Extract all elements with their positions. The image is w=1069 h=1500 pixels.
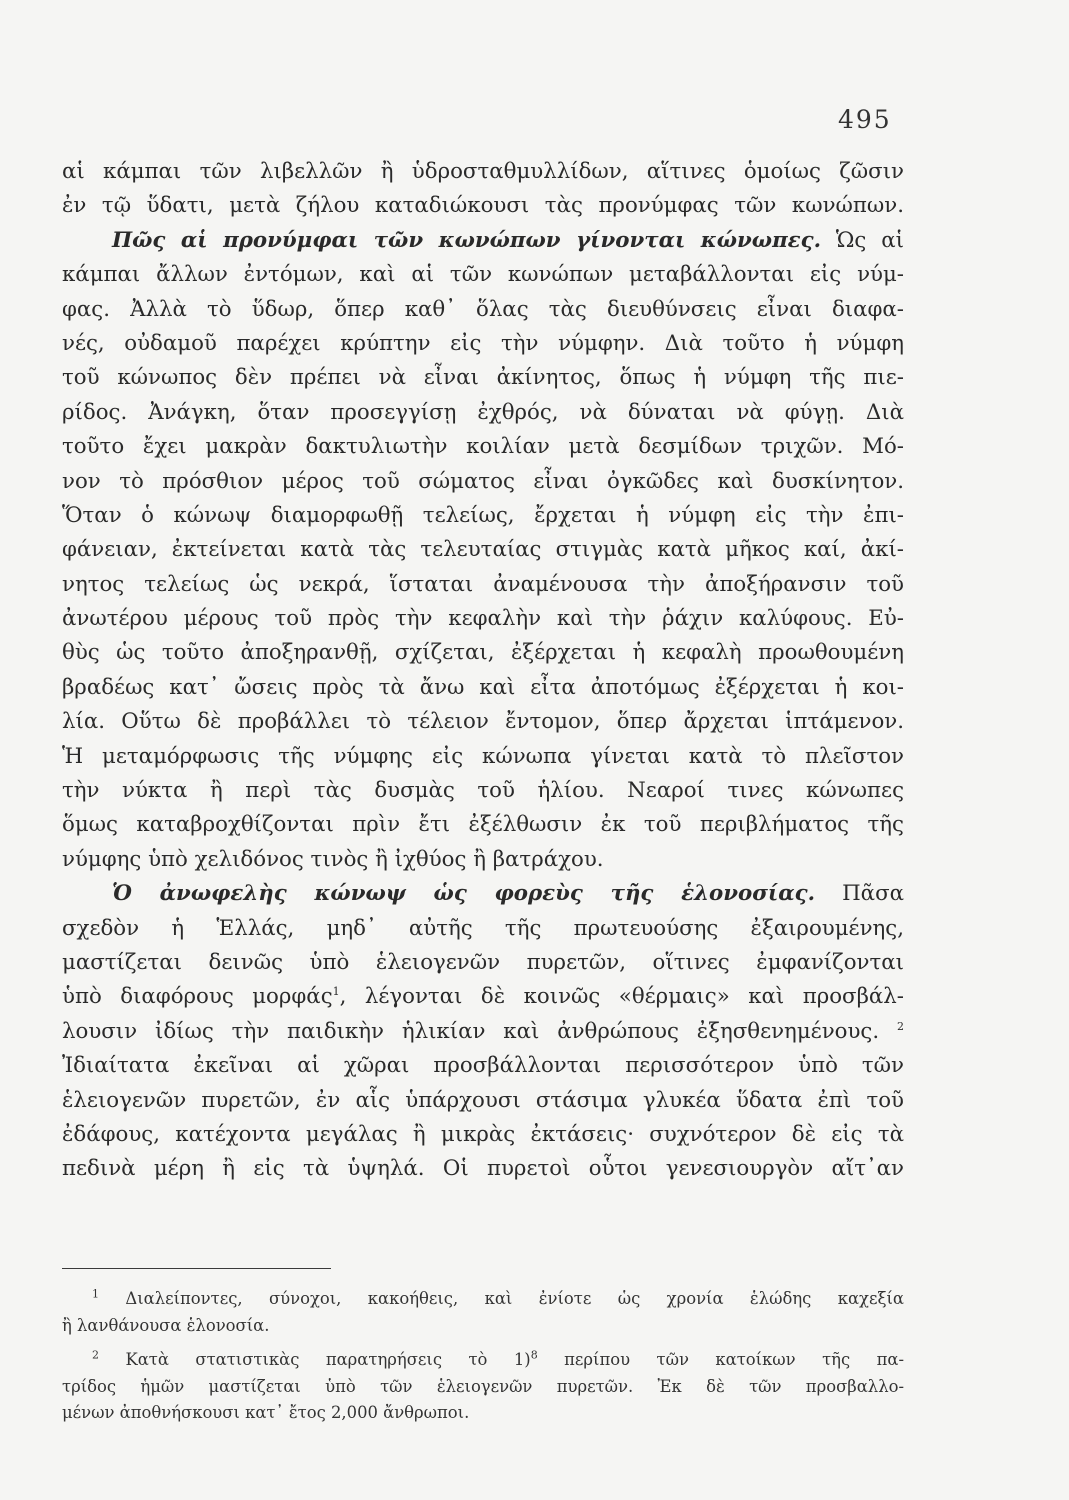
text-line: νύμφης ὑπὸ χελιδόνος τινὸς ἢ ἰχθύος ἢ βατράχου. <box>62 846 604 872</box>
footnote-reference: 1 <box>332 985 340 999</box>
text-line: ἀνωτέρου μέρους τοῦ πρὸς τὴν κεφαλὴν καὶ τὴν ῥάχιν καλύφους. Εὐ- <box>62 606 904 632</box>
text-line: βραδέως κατ᾽ ὤσεις πρὸς τὰ ἄνω καὶ εἶτα ἀποτόμως ἐξέρχεται ἡ κοι- <box>62 674 904 700</box>
text-line: κάμπαι ἄλλων ἐντόμων, καὶ αἱ τῶν κωνώπων μεταβάλλονται εἰς νύμ- <box>62 262 904 288</box>
text-line: μαστίζεται δεινῶς ὑπὸ ἑλειογενῶν πυρετῶν, οἵτινες ἐμφανίζονται <box>62 949 904 975</box>
section-heading-line <box>62 877 904 911</box>
text-line: σχεδὸν ἡ Ἑλλάς, μηδ᾽ αὐτῆς τῆς πρωτευούσης ἐξαιρουμένης, <box>62 915 904 941</box>
text-line: λία. Οὕτω δὲ προβάλλει τὸ τέλειον ἔντομον, ὅπερ ἄρχεται ἱπτάμενον. <box>62 709 904 735</box>
body-text <box>62 155 904 1187</box>
text-line-with-footnote <box>62 980 904 1014</box>
text-fragment: Πᾶσα <box>842 881 904 907</box>
text-fragment: ὑπὸ διαφόρους μορφάς <box>62 984 333 1010</box>
text-line: ἐδάφους, κατέχοντα μεγάλας ἢ μικρὰς ἐκτάσεις· συχνότερον δὲ εἰς τὰ <box>62 1121 904 1147</box>
text-line: ἐν τῷ ὕδατι, μετὰ ζήλου καταδιώκουσι τὰς προνύμφας τῶν κωνώπων. <box>62 193 904 219</box>
text-line: αἱ κάμπαι τῶν λιβελλῶν ἢ ὑδροσταθμυλλίδων, αἵτινες ὁμοίως ζῶσιν <box>62 159 904 184</box>
footnote-divider <box>62 1268 331 1269</box>
footnote-2 <box>62 1347 904 1374</box>
text-line: ρίδος. Ἀνάγκη, ὅταν προσεγγίσῃ ἐχθρός, νὰ δύναται νὰ φύγῃ. Διὰ <box>62 399 904 425</box>
text-line: φας. Ἀλλὰ τὸ ὕδωρ, ὅπερ καθ᾽ ὅλας τὰς διευθύνσεις εἶναι διαφα- <box>62 296 904 322</box>
footnote-text: Κατὰ στατιστικὰς παρατηρήσεις τὸ 1) <box>125 1350 531 1369</box>
text-line: ὅμως καταβροχθίζονται πρὶν ἔτι ἐξέλθωσιν ἐκ τοῦ περιβλήματος τῆς <box>62 812 904 838</box>
text-line: τὴν νύκτα ἢ περὶ τὰς δυσμὰς τοῦ ἡλίου. Νεαροί τινες κώνωπες <box>62 778 904 804</box>
footnotes <box>62 1286 904 1427</box>
text-line-with-footnote <box>62 1015 904 1049</box>
text-line: Ἰδιαίτατα ἐκεῖναι αἱ χῶραι προσβάλλονται περισσότερον ὑπὸ τῶν <box>62 1053 904 1079</box>
text-line: θὺς ὡς τοῦτο ἀποξηρανθῇ, σχίζεται, ἐξέρχεται ἡ κεφαλὴ προωθουμένη <box>62 640 904 666</box>
footnote-reference: 2 <box>896 1019 904 1033</box>
footnote-text: περίπου τῶν κατοίκων τῆς πα- <box>537 1350 905 1369</box>
text-line: νές, οὐδαμοῦ παρέχει κρύπτην εἰς τὴν νύμφην. Διὰ τοῦτο ἡ νύμφη <box>62 330 904 356</box>
text-fragment: λουσιν ἰδίως τὴν παιδικὴν ἡλικίαν καὶ ἀνθρώπους ἐξησθενημένους. <box>62 1018 880 1044</box>
footnote-1 <box>62 1286 904 1313</box>
text-fragment: , λέγονται δὲ κοινῶς «θέρμαις» καὶ προσβάλ- <box>339 984 904 1010</box>
text-fragment: Ὡς αἱ <box>835 227 904 253</box>
footnote-marker: 2 <box>92 1348 99 1362</box>
section-heading-line <box>62 224 904 258</box>
text-line: ἑλειογενῶν πυρετῶν, ἐν αἷς ὑπάρχουσι στάσιμα γλυκέα ὕδατα ἐπὶ τοῦ <box>62 1087 904 1113</box>
superscript: 8 <box>530 1348 538 1362</box>
footnote-text: ἢ λανθάνουσα ἑλονοσία. <box>62 1315 270 1335</box>
footnote-text: Διαλείποντες, σύνοχοι, κακοήθεις, καὶ ἐνίοτε ὡς χρονία ἑλώδης καχεξία <box>125 1289 904 1308</box>
text-line: Ὅταν ὁ κώνωψ διαμορφωθῇ τελείως, ἔρχεται ἡ νύμφη εἰς τὴν ἐπι- <box>62 502 904 528</box>
footnote-text: μένων ἀποθνήσκουσι κατ᾽ ἔτος 2,000 ἄνθρωποι. <box>62 1403 470 1422</box>
section-heading: Ὁ ἀνωφελὴς κώνωψ ὡς φορεὺς τῆς ἑλονοσίας. <box>112 881 815 907</box>
text-line: Ἡ μεταμόρφωσις τῆς νύμφης εἰς κώνωπα γίνεται κατὰ τὸ πλεῖστον <box>62 743 904 769</box>
page-number: 495 <box>838 105 892 134</box>
section-heading: Πῶς αἱ προνύμφαι τῶν κωνώπων γίνονται κώνωπες. <box>112 227 822 253</box>
text-line: νον τὸ πρόσθιον μέρος τοῦ σώματος εἶναι ὀγκῶδες καὶ δυσκίνητον. <box>62 468 904 494</box>
footnote-marker: 1 <box>92 1287 99 1301</box>
text-line: φάνειαν, ἐκτείνεται κατὰ τὰς τελευταίας στιγμὰς κατὰ μῆκος καί, ἀκί- <box>62 537 904 563</box>
text-line: νητος τελείως ὡς νεκρά, ἵσταται ἀναμένουσα τὴν ἀποξήρανσιν τοῦ <box>62 571 904 597</box>
footnote-text: τρίδος ἡμῶν μαστίζεται ὑπὸ τῶν ἑλειογενῶν πυρετῶν. Ἐκ δὲ τῶν προσβαλλο- <box>62 1376 904 1396</box>
text-line: τοῦτο ἔχει μακρὰν δακτυλιωτὴν κοιλίαν μετὰ δεσμίδων τριχῶν. Μό- <box>62 434 904 460</box>
text-line: πεδινὰ μέρη ἢ εἰς τὰ ὑψηλά. Οἱ πυρετοὶ οὗτοι γενεσιουργὸν αἴτ᾽αν <box>62 1156 904 1182</box>
text-line: τοῦ κώνωπος δὲν πρέπει νὰ εἶναι ἀκίνητος, ὅπως ἡ νύμφη τῆς πιε- <box>62 365 904 391</box>
